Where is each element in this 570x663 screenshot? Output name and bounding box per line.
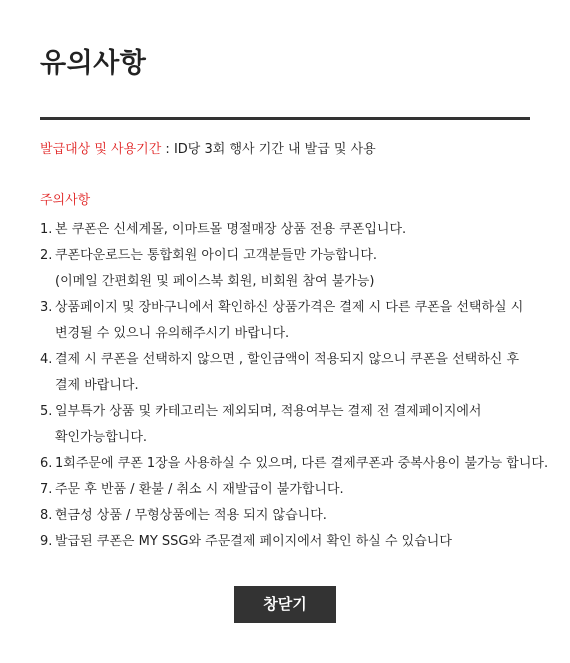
notice-item (40, 347, 548, 399)
notice-item-text: 결제 시 쿠폰을 선택하지 않으면 , 할인금액이 적용되지 않으니 쿠폰을 선택하신 후 (55, 352, 520, 367)
notice-item (40, 295, 548, 347)
issue-period-label: 발급대상 및 사용기간 (40, 142, 162, 157)
notice-item-text: 일부특가 상품 및 카테고리는 제외되며, 적용여부는 결제 전 결제페이지에서 (55, 404, 482, 419)
notice-item-number: 3. (40, 300, 53, 315)
notice-list (40, 217, 548, 555)
notice-item-text-continued: 결제 바랍니다. (55, 378, 139, 393)
notice-item-number: 5. (40, 404, 53, 419)
notice-item-text: 발급된 쿠폰은 MY SSG와 주문결제 페이지에서 확인 하실 수 있습니다 (55, 534, 452, 549)
notice-item-text: 주문 후 반품 / 환불 / 취소 시 재발급이 불가합니다. (55, 482, 344, 497)
notice-item (40, 529, 548, 555)
notice-item-text: 현금성 상품 / 무형상품에는 적용 되지 않습니다. (55, 508, 327, 523)
notice-item-number: 1. (40, 222, 53, 237)
notice-item-text-continued: (이메일 간편회원 및 페이스북 회원, 비회원 참여 불가능) (55, 274, 375, 289)
notice-item (40, 503, 548, 529)
notice-item-number: 6. (40, 456, 53, 471)
issue-period-separator: : (161, 142, 174, 157)
notice-item-text: 상품페이지 및 장바구니에서 확인하신 상품가격은 결제 시 다른 쿠폰을 선택하실 시 (55, 300, 524, 315)
issue-period-line (40, 140, 376, 160)
notice-item-text-continued: 변경될 수 있으니 유의해주시기 바랍니다. (55, 326, 290, 341)
notice-item (40, 243, 548, 295)
notice-item-number: 7. (40, 482, 53, 497)
notice-item-number: 2. (40, 248, 53, 263)
notice-item-number: 4. (40, 352, 53, 367)
notice-heading: 주의사항 (40, 193, 91, 208)
notice-item-text-continued: 확인가능합니다. (55, 430, 148, 445)
issue-period-value: ID당 3회 행사 기간 내 발급 및 사용 (173, 142, 376, 157)
close-window-button[interactable]: 창닫기 (234, 586, 336, 623)
notice-item (40, 399, 548, 451)
notice-item-text: 1회주문에 쿠폰 1장을 사용하실 수 있으며, 다른 결제쿠폰과 중복사용이 불가능 합니다. (55, 456, 549, 471)
notice-item (40, 477, 548, 503)
title-divider (40, 117, 530, 120)
notice-item-number: 9. (40, 534, 53, 549)
notice-item-number: 8. (40, 508, 53, 523)
notice-item-text: 쿠폰다운로드는 통합회원 아이디 고객분들만 가능합니다. (55, 248, 378, 263)
notice-item (40, 217, 548, 243)
notice-item-text: 본 쿠폰은 신세계몰, 이마트몰 명절매장 상품 전용 쿠폰입니다. (55, 222, 407, 237)
page-title: 유의사항 (40, 48, 147, 79)
notice-item (40, 451, 548, 477)
